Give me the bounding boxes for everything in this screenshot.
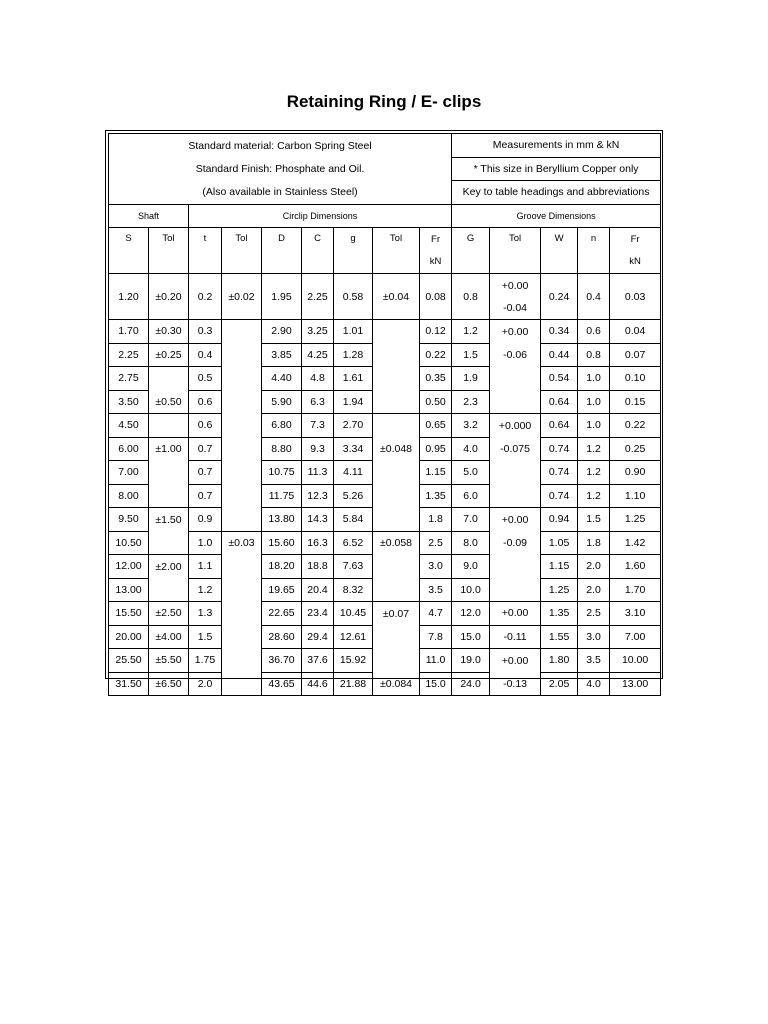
ring-d: 11.75	[262, 484, 302, 508]
header-g: g	[334, 228, 373, 274]
ring-t-tol	[222, 625, 262, 649]
shaft-s: 3.50	[109, 390, 149, 414]
groove-w: 1.35	[541, 602, 578, 626]
column-header-row	[109, 228, 661, 251]
ring-c: 18.8	[302, 555, 334, 579]
ring-d: 22.65	[262, 602, 302, 626]
ring-t-tol	[222, 649, 262, 673]
ring-c: 16.3	[302, 531, 334, 555]
ring-c: 9.3	[302, 437, 334, 461]
groove-tol: -0.11	[490, 625, 541, 649]
table-row	[109, 320, 661, 344]
table-row	[109, 625, 661, 649]
groove-fr: 0.90	[610, 461, 661, 485]
ring-t: 1.75	[189, 649, 222, 673]
ring-t: 0.7	[189, 437, 222, 461]
groove-g: 9.0	[452, 555, 490, 579]
ring-g-tol	[373, 555, 420, 579]
ring-d: 36.70	[262, 649, 302, 673]
ring-fr: 1.15	[420, 461, 452, 485]
ring-t-tol	[222, 343, 262, 367]
shaft-s: 6.00	[109, 437, 149, 461]
groove-g: 15.0	[452, 625, 490, 649]
ring-fr: 4.7	[420, 602, 452, 626]
group-shaft: Shaft	[109, 204, 189, 228]
shaft-s: 15.50	[109, 602, 149, 626]
ring-t: 0.5	[189, 367, 222, 391]
table-row	[109, 531, 661, 555]
groove-g: 5.0	[452, 461, 490, 485]
ring-fr: 15.0	[420, 672, 452, 696]
groove-g: 12.0	[452, 602, 490, 626]
shaft-s: 9.50	[109, 508, 149, 532]
groove-n: 4.0	[578, 672, 610, 696]
ring-g: 8.32	[334, 578, 373, 602]
ring-g: 1.94	[334, 390, 373, 414]
groove-w: 0.34	[541, 320, 578, 344]
finish-note: Standard Finish: Phosphate and Oil.	[109, 157, 452, 181]
groove-tol-upper: +0.00	[501, 279, 529, 292]
groove-tol: +0.00	[490, 602, 541, 626]
ring-fr: 0.65	[420, 414, 452, 438]
groove-n: 2.0	[578, 578, 610, 602]
groove-n: 0.6	[578, 320, 610, 344]
ring-g-tol	[373, 390, 420, 414]
ring-d: 3.85	[262, 343, 302, 367]
ring-t-tol	[222, 555, 262, 579]
ring-t-tol: ±0.02	[222, 274, 262, 320]
shaft-tol: ±2.00	[149, 555, 189, 579]
groove-w: 2.05	[541, 672, 578, 696]
groove-n: 2.5	[578, 602, 610, 626]
groove-fr: 3.10	[610, 602, 661, 626]
groove-fr: 0.10	[610, 367, 661, 391]
groove-tol: -0.09	[490, 531, 541, 555]
groove-n: 2.0	[578, 555, 610, 579]
groove-w: 1.15	[541, 555, 578, 579]
ring-d: 2.90	[262, 320, 302, 344]
groove-fr: 1.60	[610, 555, 661, 579]
groove-g: 19.0	[452, 649, 490, 673]
shaft-s: 31.50	[109, 672, 149, 696]
ring-d: 13.80	[262, 508, 302, 532]
groove-w: 0.74	[541, 437, 578, 461]
ring-d: 43.65	[262, 672, 302, 696]
ring-t-tol	[222, 672, 262, 696]
ring-t: 2.0	[189, 672, 222, 696]
groove-w: 0.74	[541, 461, 578, 485]
ring-g-tol: ±0.048	[373, 437, 420, 461]
groove-tol: +0.00	[490, 508, 541, 532]
groove-w: 0.44	[541, 343, 578, 367]
ring-d: 1.95	[262, 274, 302, 320]
shaft-s: 13.00	[109, 578, 149, 602]
table-row	[109, 602, 661, 626]
header-w: W	[541, 228, 578, 274]
groove-n: 0.4	[578, 274, 610, 320]
shaft-tol: ±0.30	[149, 320, 189, 344]
ring-d: 15.60	[262, 531, 302, 555]
table-row	[109, 578, 661, 602]
ring-t: 0.3	[189, 320, 222, 344]
ring-t-tol	[222, 367, 262, 391]
ring-g-tol: ±0.04	[373, 274, 420, 320]
table-row	[109, 343, 661, 367]
header-groove-tol: Tol	[490, 228, 541, 274]
ring-g-tol	[373, 625, 420, 649]
shaft-s: 1.70	[109, 320, 149, 344]
ring-t-tol	[222, 508, 262, 532]
header-groove-g: G	[452, 228, 490, 274]
ring-g-tol	[373, 508, 420, 532]
shaft-s: 7.00	[109, 461, 149, 485]
header-groove-fr: Fr	[610, 228, 661, 251]
groove-tol: -0.06	[490, 343, 541, 367]
retaining-ring-table	[108, 133, 661, 696]
shaft-s: 20.00	[109, 625, 149, 649]
ring-t: 0.7	[189, 484, 222, 508]
shaft-tol: ±5.50	[149, 649, 189, 673]
groove-n: 1.0	[578, 367, 610, 391]
groove-g: 8.0	[452, 531, 490, 555]
shaft-tol	[149, 484, 189, 508]
groove-tol: +0.00	[490, 649, 541, 673]
groove-g: 0.8	[452, 274, 490, 320]
ring-c: 2.25	[302, 274, 334, 320]
shaft-s: 10.50	[109, 531, 149, 555]
shaft-tol	[149, 578, 189, 602]
ring-t-tol	[222, 602, 262, 626]
groove-n: 1.2	[578, 461, 610, 485]
groove-n: 1.0	[578, 390, 610, 414]
ring-g: 21.88	[334, 672, 373, 696]
groove-n: 1.5	[578, 508, 610, 532]
shaft-tol: ±4.00	[149, 625, 189, 649]
ring-fr: 11.0	[420, 649, 452, 673]
groove-tol	[490, 367, 541, 391]
stainless-note: (Also available in Stainless Steel)	[109, 181, 452, 205]
shaft-s: 25.50	[109, 649, 149, 673]
ring-t-tol	[222, 461, 262, 485]
ring-d: 8.80	[262, 437, 302, 461]
shaft-tol	[149, 414, 189, 438]
groove-w: 0.74	[541, 484, 578, 508]
shaft-tol: ±6.50	[149, 672, 189, 696]
ring-fr: 1.35	[420, 484, 452, 508]
groove-tol: +0.00	[490, 320, 541, 344]
ring-g: 5.84	[334, 508, 373, 532]
shaft-tol: ±1.00	[149, 437, 189, 461]
shaft-tol: ±0.20	[149, 274, 189, 320]
ring-fr: 0.95	[420, 437, 452, 461]
groove-tol	[490, 555, 541, 579]
ring-g-tol: ±0.058	[373, 531, 420, 555]
ring-t: 1.2	[189, 578, 222, 602]
groove-fr: 0.15	[610, 390, 661, 414]
shaft-tol	[149, 531, 189, 555]
groove-fr: 1.25	[610, 508, 661, 532]
shaft-s: 2.25	[109, 343, 149, 367]
ring-g: 6.52	[334, 531, 373, 555]
table-body	[109, 134, 661, 696]
groove-n: 1.0	[578, 414, 610, 438]
group-groove: Groove Dimensions	[452, 204, 661, 228]
ring-d: 4.40	[262, 367, 302, 391]
ring-c: 44.6	[302, 672, 334, 696]
groove-w: 0.64	[541, 390, 578, 414]
groove-w: 1.80	[541, 649, 578, 673]
ring-c: 23.4	[302, 602, 334, 626]
beryllium-note: * This size in Beryllium Copper only	[452, 157, 661, 181]
groove-w: 0.64	[541, 414, 578, 438]
groove-fr: 1.10	[610, 484, 661, 508]
ring-t-tol	[222, 390, 262, 414]
header-t: t	[189, 228, 222, 274]
groove-fr: 0.03	[610, 274, 661, 320]
ring-fr: 1.8	[420, 508, 452, 532]
groove-n: 0.8	[578, 343, 610, 367]
ring-g-tol	[373, 367, 420, 391]
page-title: Retaining Ring / E- clips	[286, 92, 482, 111]
groove-g: 24.0	[452, 672, 490, 696]
info-row	[109, 134, 661, 158]
ring-c: 11.3	[302, 461, 334, 485]
shaft-tol: ±1.50	[149, 508, 189, 532]
header-shaft-tol: Tol	[149, 228, 189, 274]
table-row	[109, 461, 661, 485]
ring-t-tol	[222, 414, 262, 438]
ring-t: 1.5	[189, 625, 222, 649]
ring-fr: 3.5	[420, 578, 452, 602]
ring-t-tol	[222, 484, 262, 508]
groove-fr: 0.22	[610, 414, 661, 438]
ring-g-tol	[373, 461, 420, 485]
shaft-s: 1.20	[109, 274, 149, 320]
shaft-tol: ±0.50	[149, 390, 189, 414]
ring-d: 6.80	[262, 414, 302, 438]
groove-fr: 0.04	[610, 320, 661, 344]
groove-n: 3.0	[578, 625, 610, 649]
groove-n: 1.2	[578, 437, 610, 461]
ring-c: 12.3	[302, 484, 334, 508]
ring-g-tol	[373, 343, 420, 367]
ring-d: 19.65	[262, 578, 302, 602]
ring-g: 12.61	[334, 625, 373, 649]
ring-g: 3.34	[334, 437, 373, 461]
ring-t: 1.0	[189, 531, 222, 555]
shaft-s: 2.75	[109, 367, 149, 391]
groove-w: 1.05	[541, 531, 578, 555]
shaft-tol	[149, 367, 189, 391]
groove-fr: 0.07	[610, 343, 661, 367]
groove-fr: 1.70	[610, 578, 661, 602]
ring-t-tol	[222, 320, 262, 344]
ring-g: 1.01	[334, 320, 373, 344]
ring-g: 15.92	[334, 649, 373, 673]
table-row	[109, 649, 661, 673]
header-groove-fr-unit: kN	[610, 251, 661, 274]
ring-t: 0.4	[189, 343, 222, 367]
ring-c: 4.8	[302, 367, 334, 391]
ring-fr: 0.35	[420, 367, 452, 391]
ring-t: 0.6	[189, 414, 222, 438]
table-row	[109, 555, 661, 579]
groove-w: 1.55	[541, 625, 578, 649]
ring-fr: 0.12	[420, 320, 452, 344]
ring-g: 7.63	[334, 555, 373, 579]
ring-fr: 0.08	[420, 274, 452, 320]
ring-g-tol	[373, 649, 420, 673]
table-row	[109, 367, 661, 391]
table-row	[109, 508, 661, 532]
groove-g: 4.0	[452, 437, 490, 461]
ring-g-tol: ±0.084	[373, 672, 420, 696]
groove-n: 1.8	[578, 531, 610, 555]
groove-tol: -0.13	[490, 672, 541, 696]
groove-w: 0.94	[541, 508, 578, 532]
groove-tol: -0.075	[490, 437, 541, 461]
ring-t: 0.9	[189, 508, 222, 532]
ring-t: 0.6	[189, 390, 222, 414]
ring-c: 14.3	[302, 508, 334, 532]
ring-c: 37.6	[302, 649, 334, 673]
shaft-tol: ±0.25	[149, 343, 189, 367]
ring-c: 20.4	[302, 578, 334, 602]
groove-fr: 10.00	[610, 649, 661, 673]
groove-fr: 13.00	[610, 672, 661, 696]
header-g-tol: Tol	[373, 228, 420, 274]
ring-c: 4.25	[302, 343, 334, 367]
ring-g-tol	[373, 320, 420, 344]
shaft-s: 8.00	[109, 484, 149, 508]
shaft-tol: ±2.50	[149, 602, 189, 626]
group-header-row	[109, 204, 661, 228]
table-row	[109, 414, 661, 438]
key-note: Key to table headings and abbreviations	[452, 181, 661, 205]
ring-fr: 2.5	[420, 531, 452, 555]
group-circlip: Circlip Dimensions	[189, 204, 452, 228]
ring-d: 18.20	[262, 555, 302, 579]
ring-t: 0.2	[189, 274, 222, 320]
groove-w: 1.25	[541, 578, 578, 602]
groove-g: 1.9	[452, 367, 490, 391]
ring-g: 4.11	[334, 461, 373, 485]
ring-t-tol: ±0.03	[222, 531, 262, 555]
shaft-s: 12.00	[109, 555, 149, 579]
info-row	[109, 157, 661, 181]
ring-fr: 7.8	[420, 625, 452, 649]
header-n: n	[578, 228, 610, 274]
ring-g: 2.70	[334, 414, 373, 438]
ring-c: 3.25	[302, 320, 334, 344]
ring-t-tol	[222, 578, 262, 602]
ring-g-tol	[373, 578, 420, 602]
groove-tol	[490, 274, 541, 320]
groove-tol	[490, 461, 541, 485]
header-fr-unit: kN	[420, 251, 452, 274]
groove-g: 1.2	[452, 320, 490, 344]
groove-g: 6.0	[452, 484, 490, 508]
ring-g: 1.61	[334, 367, 373, 391]
info-row	[109, 181, 661, 205]
ring-t: 0.7	[189, 461, 222, 485]
ring-g-tol: ±0.07	[373, 602, 420, 626]
ring-fr: 0.50	[420, 390, 452, 414]
header-t-tol: Tol	[222, 228, 262, 274]
header-fr: Fr	[420, 228, 452, 251]
material-note: Standard material: Carbon Spring Steel	[109, 134, 452, 158]
groove-fr: 7.00	[610, 625, 661, 649]
table-row	[109, 437, 661, 461]
ring-g: 1.28	[334, 343, 373, 367]
header-s: S	[109, 228, 149, 274]
ring-d: 28.60	[262, 625, 302, 649]
header-d: D	[262, 228, 302, 274]
table-row	[109, 672, 661, 696]
groove-w: 0.54	[541, 367, 578, 391]
groove-fr: 1.42	[610, 531, 661, 555]
groove-n: 1.2	[578, 484, 610, 508]
groove-g: 10.0	[452, 578, 490, 602]
ring-fr: 3.0	[420, 555, 452, 579]
ring-fr: 0.22	[420, 343, 452, 367]
groove-fr: 0.25	[610, 437, 661, 461]
shaft-s: 4.50	[109, 414, 149, 438]
table-row	[109, 390, 661, 414]
groove-tol	[490, 578, 541, 602]
ring-g: 5.26	[334, 484, 373, 508]
ring-c: 7.3	[302, 414, 334, 438]
groove-tol: +0.000	[490, 414, 541, 438]
ring-c: 29.4	[302, 625, 334, 649]
table-row	[109, 274, 661, 320]
header-c: C	[302, 228, 334, 274]
ring-t: 1.1	[189, 555, 222, 579]
ring-g-tol	[373, 484, 420, 508]
groove-g: 7.0	[452, 508, 490, 532]
ring-d: 10.75	[262, 461, 302, 485]
shaft-tol	[149, 461, 189, 485]
units-note: Measurements in mm & kN	[452, 134, 661, 158]
ring-g: 10.45	[334, 602, 373, 626]
ring-t: 1.3	[189, 602, 222, 626]
groove-tol	[490, 484, 541, 508]
table-row	[109, 484, 661, 508]
groove-g: 2.3	[452, 390, 490, 414]
groove-tol-lower: -0.04	[503, 301, 528, 314]
ring-c: 6.3	[302, 390, 334, 414]
groove-tol	[490, 390, 541, 414]
groove-g: 3.2	[452, 414, 490, 438]
ring-g-tol	[373, 414, 420, 438]
ring-t-tol	[222, 437, 262, 461]
ring-d: 5.90	[262, 390, 302, 414]
groove-g: 1.5	[452, 343, 490, 367]
ring-g: 0.58	[334, 274, 373, 320]
groove-w: 0.24	[541, 274, 578, 320]
groove-n: 3.5	[578, 649, 610, 673]
